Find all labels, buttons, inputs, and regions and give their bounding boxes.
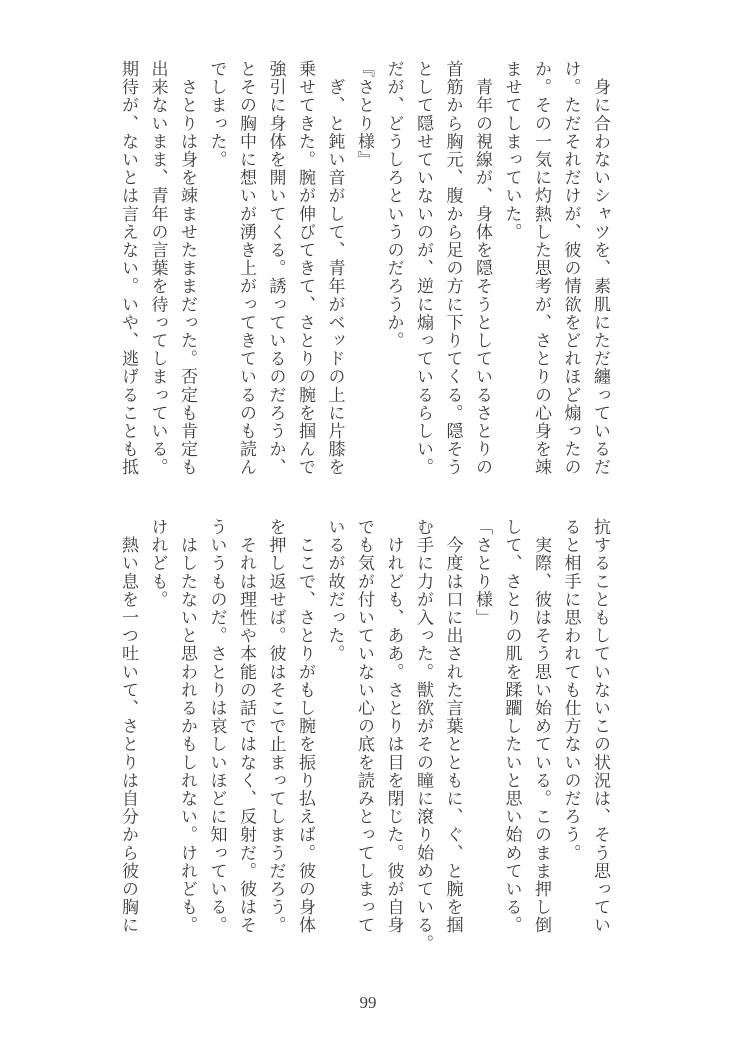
text-line: けれども、ああ。さとりは目を閉じた。彼が自身 [383, 518, 404, 935]
text-line: 青年の視線が、身体を隠そうとしているさとりの [472, 60, 492, 477]
text-block-top [113, 60, 615, 480]
text-line: 「さとり様」 [472, 518, 492, 627]
text-line: け。ただそれだけが、彼の情欲をどれほど煽ったの [560, 60, 581, 477]
text-line: ここで、さとりがもし腕を振り払えば。彼の身体 [295, 518, 315, 935]
text-line: ういうものだ。さとりは哀しいほどに知っている。 [206, 518, 227, 935]
text-line: とその胸中に想いが湧き上がってきているのも読ん [236, 60, 256, 477]
text-line: 出来ないまま、青年の言葉を待ってしまっている。 [147, 60, 168, 477]
text-line: 熱い息を一つ吐いて、さとりは自分から彼の胸に [118, 518, 138, 935]
text-line: 期待が、ないとは言えない。いや、逃げることも抵 [118, 60, 138, 477]
text-line: いるが故だった。 [324, 518, 345, 663]
text-line: それは理性や本能の話ではなく、反射だ。彼はそ [236, 518, 256, 935]
text-line: さとりは身を竦ませたままだった。否定も肯定も [177, 60, 197, 477]
text-line: 今度は口に出された言葉とともに、ぐ、と腕を掴 [442, 518, 463, 935]
text-line: 乗せてきた。腕が伸びてきて、さとりの腕を掴んで [295, 60, 315, 477]
text-block-bottom [113, 518, 615, 953]
text-line: む手に力が入った。獣欲がその瞳に滾り始めている。 [413, 518, 433, 953]
text-line: 抗することもしていないこの状況は、そう思ってい [590, 518, 610, 935]
text-line: を押し返せば。彼はそこで止まってしまうだろう。 [265, 518, 286, 935]
text-line: けれども。 [147, 518, 168, 609]
text-line: ると相手に思われても仕方ないのだろう。 [560, 518, 581, 862]
text-line: だが、どうしろというのだろうか。 [383, 60, 404, 350]
text-line: として隠せていないのが、逆に煽っているらしい。 [413, 60, 433, 477]
text-line: 首筋から胸元、腹から足の方に下りてくる。隠そう [442, 60, 463, 477]
text-line: か。その一気に灼熱した思考が、さとりの心身を竦 [531, 60, 551, 477]
text-line: ませてしまっていた。 [501, 60, 522, 241]
page-number: 99 [359, 993, 377, 1012]
text-line: でしまった。 [206, 60, 227, 169]
text-line: 強引に身体を開いてくる。誘っているのだろうか、 [265, 60, 286, 477]
text-line: して、さとりの肌を蹂躙したいと思い始めている。 [501, 518, 522, 935]
text-line: ぎ、と鈍い音がして、青年がベッドの上に片膝を [324, 60, 345, 477]
text-line: でも気が付いていない心の底を読みとってしまって [354, 518, 374, 935]
text-line: 『さとり様』 [354, 60, 374, 169]
text-line: はしたないと思われるかもしれない。けれども。 [177, 518, 197, 935]
text-line: 身に合わないシャツを、素肌にただ纏っているだ [590, 60, 610, 477]
text-line: 実際、彼はそう思い始めている。このまま押し倒 [531, 518, 551, 935]
